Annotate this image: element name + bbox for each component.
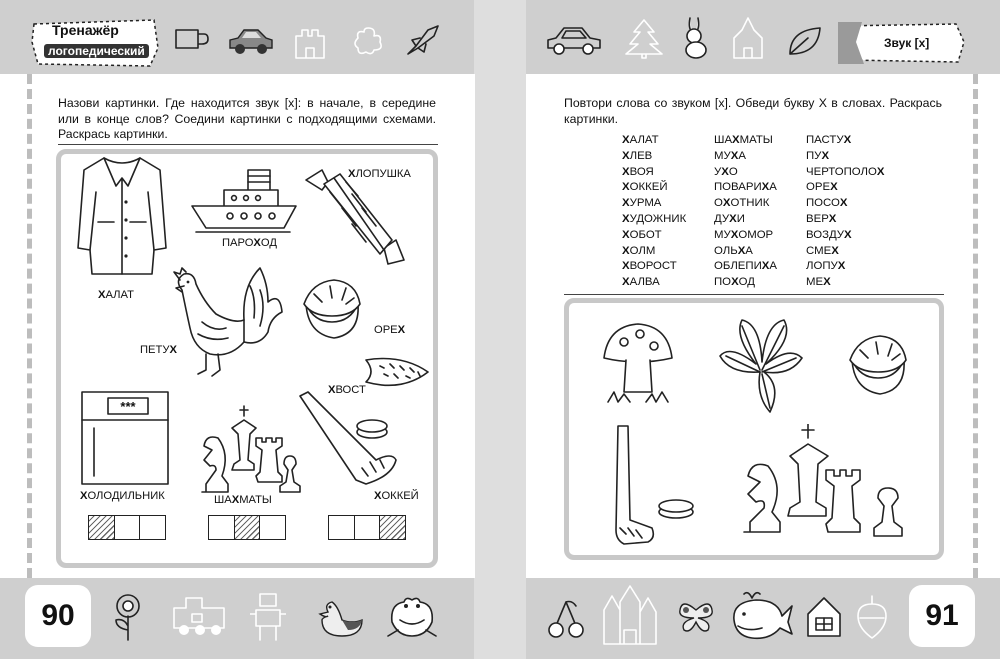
brand-title: Тренажёр [52, 22, 119, 38]
frog-icon [384, 592, 440, 640]
sound-tab-label: Звук [х] [884, 36, 930, 50]
scheme-cell-filled [88, 515, 115, 540]
word-item: ЧЕРТОПОЛОХ [806, 165, 885, 178]
label-parohod: ПАРОХОД [222, 237, 277, 249]
car-icon [544, 22, 604, 58]
word-item: ВЕРХ [806, 212, 837, 225]
book-spine [474, 0, 526, 659]
chess-pieces-illustration [740, 424, 910, 544]
scheme-cell [259, 515, 286, 540]
word-item: ЛОПУХ [806, 260, 846, 273]
word-item: МУХА [714, 149, 746, 162]
word-item: ХВОРОСТ [622, 260, 677, 273]
label-hlopushka: ХЛОПУШКА [348, 168, 411, 180]
scheme-cell-filled [234, 515, 261, 540]
word-item: МЕХ [806, 276, 831, 289]
label-shahmaty: ШАХМАТЫ [214, 494, 272, 506]
spinning-top-icon [852, 594, 892, 640]
left-instruction: Назови картинки. Где находится звук [х]: в начале, в середине или в конце слов? Соедини картинки с подходящими схемами. Раскрась картинки. [58, 96, 436, 142]
robot-icon [250, 590, 286, 642]
word-item: ПАСТУХ [806, 134, 852, 146]
label-petuh: ПЕТУХ [140, 344, 177, 356]
word-item: ХЛЕВ [622, 149, 653, 162]
word-item: ПОСОХ [806, 197, 848, 210]
church-icon [728, 16, 768, 60]
label-hokkey: ХОККЕЙ [374, 490, 419, 502]
page-number-left: 90 [28, 588, 88, 644]
right-instruction: Повтори слова со звуком [х]. Обведи букву Х в словах. Раскрась картинки. [564, 96, 942, 126]
cherry-icon [546, 598, 586, 640]
puck-illustration [354, 418, 390, 440]
duck-icon [316, 594, 366, 638]
word-item: ХАЛАТ [622, 134, 659, 146]
hazelnut-illustration [846, 332, 912, 398]
rooster-illustration [164, 262, 286, 378]
cup-icon [172, 26, 212, 56]
house-icon [804, 594, 844, 638]
word-item: ШАХМАТЫ [714, 134, 773, 146]
word-item: СМЕХ [806, 244, 839, 257]
word-item: МУХОМОР [714, 228, 774, 241]
puck-illustration [656, 498, 696, 520]
brand-subtitle: логопедический [44, 44, 149, 58]
word-item: ХОЛМ [622, 244, 656, 257]
scheme-end[interactable] [328, 515, 406, 540]
flower-icon [108, 592, 148, 642]
right-rule [564, 294, 944, 295]
label-oreh: ОРЕХ [374, 324, 406, 336]
word-item: ОЛЬХА [714, 244, 753, 257]
scheme-cell [114, 515, 141, 540]
chestnut-leaf-illustration [716, 312, 804, 416]
hazelnut-illustration [300, 276, 366, 342]
word-column-start [622, 133, 686, 291]
word-item: ХАЛВА [622, 276, 660, 289]
page-number-right: 91 [912, 588, 972, 644]
fridge-illustration [78, 388, 174, 488]
scheme-cell-filled [379, 515, 406, 540]
leaf-icon [786, 24, 824, 58]
word-item: ПОХОД [714, 276, 755, 289]
coat-illustration [74, 152, 170, 284]
car-icon [226, 24, 276, 58]
word-item: ХУРМА [622, 197, 662, 210]
scheme-cell [208, 515, 235, 540]
butterfly-icon [676, 596, 716, 636]
word-item: ПУХ [806, 149, 830, 162]
word-item: ОРЕХ [806, 181, 838, 194]
ship-illustration [190, 164, 300, 236]
mushroom-illustration [600, 320, 676, 404]
word-column-end [806, 133, 884, 291]
label-halat: ХАЛАТ [98, 289, 134, 301]
word-item: ОБЛЕПИХА [714, 260, 778, 273]
scheme-start[interactable] [88, 515, 166, 540]
fridge-display: *** [120, 399, 136, 414]
hockey-stick-illustration [608, 424, 668, 548]
left-rule [58, 144, 438, 145]
scheme-middle[interactable] [208, 515, 286, 540]
flower-icon [350, 24, 386, 58]
word-item: ХУДОЖНИК [622, 212, 687, 225]
word-item: ОХОТНИК [714, 197, 770, 210]
word-item: ХВОЯ [622, 165, 654, 178]
whale-icon [728, 588, 794, 642]
scheme-cell [328, 515, 355, 540]
scheme-cell [354, 515, 381, 540]
word-item: УХО [714, 165, 738, 178]
word-item: ДУХИ [714, 212, 745, 225]
bunny-icon [678, 14, 712, 60]
train-icon [170, 594, 230, 638]
word-item: ХОККЕЙ [622, 181, 668, 194]
castle-icon [290, 22, 330, 60]
word-item: ХОБОТ [622, 228, 662, 241]
word-item: ВОЗДУХ [806, 228, 852, 241]
chess-pieces-illustration [196, 404, 306, 496]
scheme-cell [139, 515, 166, 540]
word-item: ПОВАРИХА [714, 181, 777, 194]
label-hvost: ХВОСТ [328, 384, 366, 396]
castle-icon [600, 584, 660, 646]
label-holodilnik: ХОЛОДИЛЬНИК [80, 490, 165, 502]
fir-tree-icon [622, 18, 666, 60]
rocket-icon [402, 22, 442, 60]
tail-illustration [362, 352, 432, 392]
word-column-middle [714, 133, 777, 291]
